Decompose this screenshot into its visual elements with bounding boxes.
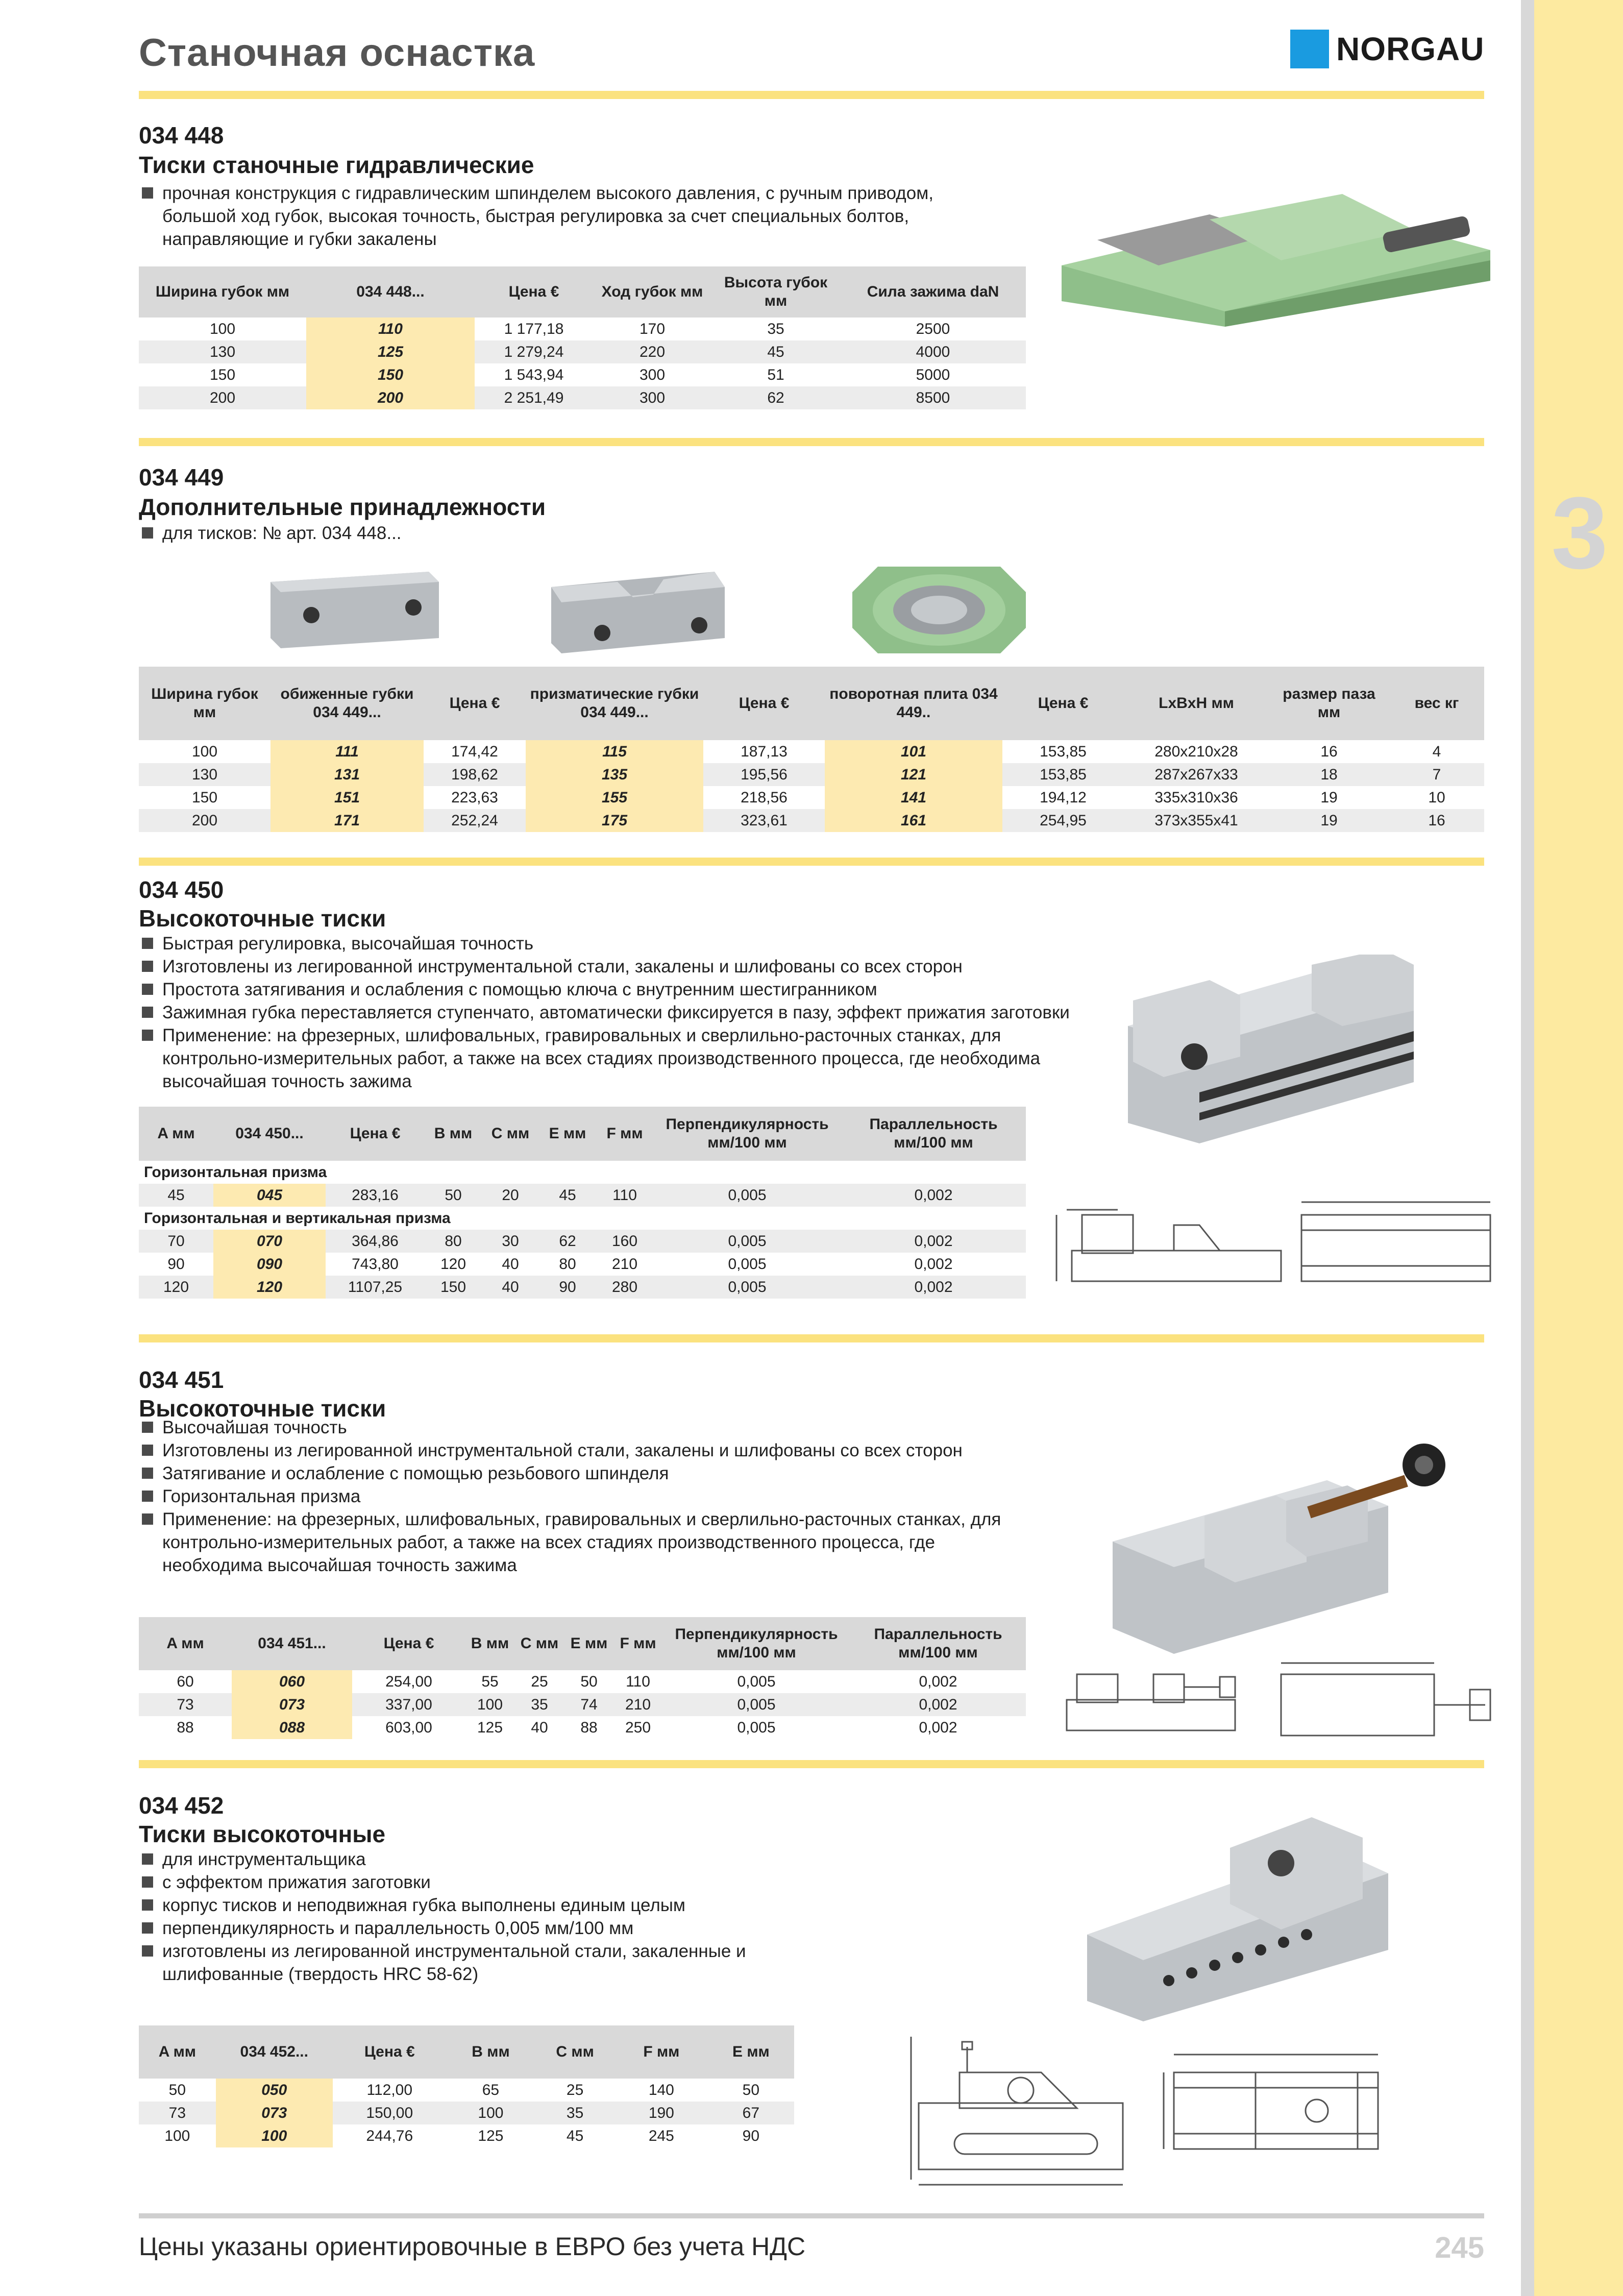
- divider: [139, 91, 1484, 99]
- article-code: 115: [526, 740, 703, 763]
- brand-name: NORGAU: [1336, 31, 1485, 67]
- table-cell: 120: [139, 1276, 213, 1299]
- table-cell: 218,56: [741, 789, 788, 806]
- table-row: [139, 2102, 794, 2124]
- table-row: [139, 386, 1026, 409]
- table-cell: 2500: [916, 321, 950, 337]
- table-cell: 0,002: [841, 1184, 1026, 1207]
- article-number: 034 451: [139, 1366, 224, 1393]
- table-cell: 35: [514, 1693, 564, 1716]
- table-row: [139, 763, 1484, 786]
- article-code: 101: [825, 740, 1002, 763]
- spec-table: [139, 1107, 1026, 1299]
- column-header: Цена €: [424, 667, 526, 740]
- table-row: [139, 340, 1026, 363]
- table-cell: 210: [613, 1693, 662, 1716]
- table-cell: 88: [580, 1719, 598, 1736]
- table-cell: 150,00: [333, 2102, 447, 2124]
- feature-item: Быстрая регулировка, высочайшая точность: [142, 932, 1101, 955]
- section-title: Дополнительные принадлежности: [139, 494, 546, 520]
- table-cell: 50: [425, 1184, 482, 1207]
- feature-item: Затягивание и ослабление с помощью резьбового шпинделя: [142, 1462, 1010, 1485]
- article-code: 088: [232, 1716, 352, 1739]
- table-cell: 170: [639, 321, 666, 337]
- table-cell: 73: [139, 2102, 216, 2124]
- table-cell: 40: [531, 1719, 548, 1736]
- table-cell: 74: [564, 1693, 613, 1716]
- column-header: F мм: [615, 2025, 708, 2079]
- table-cell: 100: [164, 2128, 190, 2144]
- table-cell: 50: [742, 2082, 760, 2098]
- table-row: [139, 2124, 794, 2147]
- column-header: F мм: [613, 1617, 662, 1670]
- table-cell: 223,63: [451, 789, 498, 806]
- table-cell: 10: [1428, 789, 1445, 806]
- divider: [139, 1760, 1484, 1768]
- table-cell: 90: [167, 1256, 185, 1273]
- table-cell: 45: [711, 340, 840, 363]
- table-row: [139, 363, 1026, 386]
- table-cell: 0,005: [653, 1276, 841, 1299]
- table-cell: 19: [1269, 809, 1389, 832]
- column-header: LxBxH мм: [1124, 667, 1269, 740]
- table-cell: 0,005: [737, 1719, 776, 1736]
- table-cell: 245: [648, 2128, 674, 2144]
- table-cell: 125: [478, 2128, 504, 2144]
- feature-item: Применение: на фрезерных, шлифовальных, гравировальных и сверлильно-расточных станках, для контрольно-измерительных работ, а также на всех стадиях производственного процесса, где необходима высочайшая точность зажима: [142, 1508, 1010, 1577]
- table-cell: 130: [139, 763, 270, 786]
- feature-item: изготовлены из легированной инструментальной стали, закаленные и шлифованные (твердость HRC 58-62): [142, 1940, 836, 1986]
- article-code: 200: [306, 386, 475, 409]
- article-code: 171: [270, 809, 424, 832]
- toolmaker-vise-photo: [1077, 1817, 1393, 2021]
- article-number: 034 449: [139, 464, 224, 491]
- table-cell: 80: [425, 1230, 482, 1253]
- column-header: Параллельность мм/100 мм: [841, 1107, 1026, 1161]
- column-header: A мм: [139, 2025, 216, 2079]
- table-cell: 160: [596, 1230, 653, 1253]
- table-cell: 364,86: [326, 1230, 425, 1253]
- article-number: 034 452: [139, 1792, 224, 1819]
- article-code: 120: [213, 1276, 326, 1299]
- table-row: [139, 1184, 1026, 1207]
- table-cell: 283,16: [326, 1184, 425, 1207]
- table-cell: 195,56: [703, 763, 825, 786]
- column-header: C мм: [514, 1617, 564, 1670]
- table-cell: 60: [177, 1673, 194, 1690]
- section-title: Высокоточные тиски: [139, 905, 386, 932]
- table-cell: 174,42: [451, 743, 498, 760]
- table-row: [139, 1693, 1026, 1716]
- feature-item: перпендикулярность и параллельность 0,005 мм/100 мм: [142, 1917, 836, 1940]
- dimension-drawing: [1046, 1659, 1495, 1746]
- column-header: поворотная плита 034 449..: [825, 667, 1002, 740]
- table-cell: 4: [1432, 743, 1441, 760]
- table-cell: 1 543,94: [504, 367, 564, 383]
- table-cell: 90: [539, 1276, 596, 1299]
- feature-item: корпус тисков и неподвижная губка выполнены единым целым: [142, 1894, 836, 1917]
- table-cell: 150: [191, 789, 218, 806]
- table-cell: 335x310x36: [1154, 789, 1238, 806]
- table-cell: 1 279,24: [475, 340, 593, 363]
- table-cell: 51: [767, 367, 784, 383]
- table-cell: 0,002: [919, 1719, 957, 1736]
- column-header: 034 448...: [306, 266, 475, 317]
- article-code: 141: [825, 786, 1002, 809]
- table-cell: 0,002: [919, 1673, 957, 1690]
- divider: [139, 438, 1484, 446]
- table-cell: 300: [593, 386, 711, 409]
- table-cell: 45: [566, 2128, 584, 2144]
- table-cell: 16: [1389, 809, 1484, 832]
- feature-item: прочная конструкция с гидравлическим шпинделем высокого давления, с ручным приводом, большой ход губок, высокая точность, быстрая регулировка за счет специальных болтов, направляющие и губки закалены: [142, 182, 989, 251]
- column-header: E мм: [539, 1107, 596, 1161]
- article-code: 161: [825, 809, 1002, 832]
- table-cell: 254,00: [385, 1673, 432, 1690]
- column-header: Цена €: [326, 1107, 425, 1161]
- table-cell: 198,62: [424, 763, 526, 786]
- table-cell: 323,61: [703, 809, 825, 832]
- column-header: C мм: [482, 1107, 539, 1161]
- article-code: 050: [216, 2079, 333, 2102]
- divider: [139, 858, 1484, 866]
- table-cell: Горизонтальная и вертикальная призма: [139, 1207, 1026, 1230]
- column-header: A мм: [139, 1617, 232, 1670]
- table-cell: 100: [447, 2102, 535, 2124]
- column-header: Высота губок мм: [711, 266, 840, 317]
- table-cell: 25: [531, 1673, 548, 1690]
- column-header: F мм: [596, 1107, 653, 1161]
- table-cell: 112,00: [366, 2082, 413, 2098]
- table-cell: 73: [139, 1693, 232, 1716]
- table-cell: Горизонтальная призма: [139, 1161, 1026, 1184]
- article-code: 100: [216, 2124, 333, 2147]
- feature-item: Зажимная губка переставляется ступенчато, автоматически фиксируется в пазу, эффект прижатия заготовки: [142, 1001, 1101, 1024]
- column-header: Перпендикулярность мм/100 мм: [653, 1107, 841, 1161]
- table-cell: 603,00: [385, 1719, 432, 1736]
- footer-divider: [139, 2213, 1484, 2218]
- precision-vise-photo: [1118, 955, 1424, 1149]
- article-code: 155: [526, 786, 703, 809]
- feature-list: [142, 522, 856, 545]
- column-header: Сила зажима daN: [840, 266, 1026, 317]
- column-header: Цена €: [352, 1617, 465, 1670]
- table-cell: 280x210x28: [1154, 743, 1238, 760]
- table-cell: 153,85: [1002, 763, 1124, 786]
- table-cell: 18: [1269, 763, 1389, 786]
- table-cell: 210: [611, 1256, 638, 1273]
- table-cell: 25: [566, 2082, 584, 2098]
- table-cell: 50: [168, 2082, 186, 2098]
- table-cell: 0,002: [841, 1276, 1026, 1299]
- table-row: [139, 1670, 1026, 1693]
- table-cell: 16: [1320, 743, 1338, 760]
- article-code: 073: [232, 1693, 352, 1716]
- section-title: Тиски станочные гидравлические: [139, 152, 534, 178]
- table-cell: 110: [596, 1184, 653, 1207]
- table-cell: 45: [539, 1184, 596, 1207]
- page-title: Станочная оснастка: [139, 31, 535, 75]
- table-cell: 8500: [840, 386, 1026, 409]
- table-row: [139, 786, 1484, 809]
- table-cell: 55: [481, 1673, 499, 1690]
- feature-list: [142, 182, 989, 251]
- table-cell: 88: [177, 1719, 194, 1736]
- table-cell: 30: [482, 1230, 539, 1253]
- section-title: Тиски высокоточные: [139, 1821, 386, 1847]
- feature-list: [142, 1416, 1010, 1577]
- precision-vise-spindle-photo: [1092, 1439, 1460, 1654]
- feature-item: для инструментальщика: [142, 1848, 836, 1871]
- article-code: 070: [213, 1230, 326, 1253]
- column-header: A мм: [139, 1107, 213, 1161]
- hydraulic-vise-photo: [1056, 163, 1495, 332]
- table-cell: 0,005: [653, 1230, 841, 1253]
- table-cell: 2 251,49: [475, 386, 593, 409]
- table-cell: 19: [1320, 789, 1338, 806]
- table-row: [139, 2079, 794, 2102]
- table-cell: 0,005: [728, 1256, 767, 1273]
- column-header: B мм: [465, 1617, 514, 1670]
- table-cell: 250: [625, 1719, 651, 1736]
- table-cell: 743,80: [352, 1256, 399, 1273]
- spec-table: [139, 1617, 1026, 1739]
- spec-table: [139, 266, 1026, 409]
- column-header: E мм: [564, 1617, 613, 1670]
- dimension-drawing: [1046, 1189, 1495, 1302]
- table-group-heading: [139, 1207, 1026, 1230]
- spec-table: [139, 2025, 794, 2147]
- article-code: 090: [213, 1253, 326, 1276]
- table-cell: 1107,25: [326, 1276, 425, 1299]
- table-cell: 280: [596, 1276, 653, 1299]
- feature-item: Изготовлены из легированной инструментальной стали, закалены и шлифованы со всех сторон: [142, 1439, 1010, 1462]
- article-code: 131: [270, 763, 424, 786]
- table-cell: 100: [209, 321, 236, 337]
- table-cell: 150: [425, 1276, 482, 1299]
- article-number: 034 448: [139, 122, 224, 149]
- table-cell: 0,005: [653, 1184, 841, 1207]
- article-code: 125: [306, 340, 475, 363]
- table-cell: 1 177,18: [504, 321, 564, 337]
- table-cell: 150: [209, 367, 236, 383]
- column-header: обиженные губки 034 449...: [270, 667, 424, 740]
- table-cell: 20: [482, 1184, 539, 1207]
- column-header: 034 451...: [232, 1617, 352, 1670]
- table-cell: 110: [626, 1673, 650, 1690]
- rotary-plate-photo: [847, 561, 1031, 658]
- table-cell: 125: [477, 1719, 503, 1736]
- article-code: 150: [306, 363, 475, 386]
- table-cell: 254,95: [1002, 809, 1124, 832]
- table-cell: 62: [711, 386, 840, 409]
- column-header: вес кг: [1389, 667, 1484, 740]
- page-number: 245: [1435, 2231, 1484, 2264]
- article-code: 110: [306, 317, 475, 340]
- table-cell: 0,005: [737, 1673, 776, 1690]
- table-cell: 287x267x33: [1124, 763, 1269, 786]
- column-header: Цена €: [475, 266, 593, 317]
- table-cell: 200: [139, 809, 270, 832]
- column-header: размер паза мм: [1269, 667, 1389, 740]
- feature-item: Высочайшая точность: [142, 1416, 1010, 1439]
- column-header: Параллельность мм/100 мм: [850, 1617, 1026, 1670]
- table-cell: 300: [639, 367, 666, 383]
- footer-note: Цены указаны ориентировочные в ЕВРО без учета НДС: [139, 2232, 806, 2261]
- article-code: 045: [213, 1184, 326, 1207]
- section-title: Высокоточные тиски: [139, 1395, 386, 1422]
- table-cell: 153,85: [1040, 743, 1087, 760]
- feature-item: Простота затягивания и ослабления с помощью ключа с внутренним шестигранником: [142, 978, 1101, 1001]
- feature-item: с эффектом прижатия заготовки: [142, 1871, 836, 1894]
- table-cell: 40: [482, 1276, 539, 1299]
- column-header: Ширина губок мм: [139, 667, 270, 740]
- column-header: Цена €: [333, 2025, 447, 2079]
- table-cell: 252,24: [424, 809, 526, 832]
- table-cell: 373x355x41: [1124, 809, 1269, 832]
- table-row: [139, 317, 1026, 340]
- feature-list: [142, 932, 1101, 1093]
- table-cell: 62: [539, 1230, 596, 1253]
- table-cell: 130: [139, 340, 306, 363]
- spec-table: [139, 667, 1484, 832]
- table-row: [139, 809, 1484, 832]
- column-header: Ход губок мм: [593, 266, 711, 317]
- table-cell: 100: [465, 1693, 514, 1716]
- table-cell: 200: [139, 386, 306, 409]
- table-cell: 187,13: [741, 743, 788, 760]
- feature-item: Применение: на фрезерных, шлифовальных, гравировальных и сверлильно-расточных станках, для контрольно-измерительных работ, а также на всех стадиях производственного процесса, где необходима высочайшая точность зажима: [142, 1024, 1081, 1093]
- feature-item: Горизонтальная призма: [142, 1485, 1010, 1508]
- table-cell: 4000: [840, 340, 1026, 363]
- feature-list: [142, 1848, 836, 1986]
- table-row: [139, 1276, 1026, 1299]
- table-row: [139, 1253, 1026, 1276]
- column-header: C мм: [535, 2025, 615, 2079]
- table-cell: 0,005: [662, 1693, 850, 1716]
- column-header: B мм: [425, 1107, 482, 1161]
- table-cell: 35: [767, 321, 784, 337]
- table-cell: 67: [708, 2102, 794, 2124]
- article-code: 135: [526, 763, 703, 786]
- table-cell: 50: [580, 1673, 598, 1690]
- table-cell: 194,12: [1040, 789, 1087, 806]
- side-margin-yellow: [1534, 0, 1623, 2296]
- dimension-drawing: [908, 2032, 1419, 2190]
- table-cell: 120: [440, 1256, 466, 1273]
- column-header: 034 452...: [216, 2025, 333, 2079]
- article-code: 121: [825, 763, 1002, 786]
- table-cell: 337,00: [352, 1693, 465, 1716]
- brand-logo: [1290, 29, 1484, 69]
- article-code: 111: [270, 740, 424, 763]
- divider: [139, 1334, 1484, 1342]
- table-cell: 40: [502, 1256, 519, 1273]
- table-cell: 140: [648, 2082, 674, 2098]
- article-code: 073: [216, 2102, 333, 2124]
- article-code: 060: [232, 1670, 352, 1693]
- article-code: 151: [270, 786, 424, 809]
- chapter-number: 3: [1551, 476, 1608, 590]
- column-header: 034 450...: [213, 1107, 326, 1161]
- table-row: [139, 1716, 1026, 1739]
- column-header: Перпендикулярность мм/100 мм: [662, 1617, 850, 1670]
- table-cell: 220: [593, 340, 711, 363]
- table-row: [139, 740, 1484, 763]
- feature-item: Изготовлены из легированной инструментальной стали, закалены и шлифованы со всех сторон: [142, 955, 1101, 978]
- column-header: E мм: [708, 2025, 794, 2079]
- column-header: Цена €: [1002, 667, 1124, 740]
- article-code: 175: [526, 809, 703, 832]
- table-cell: 5000: [916, 367, 950, 383]
- column-header: Ширина губок мм: [139, 266, 306, 317]
- table-row: [139, 1230, 1026, 1253]
- table-cell: 70: [139, 1230, 213, 1253]
- table-cell: 80: [559, 1256, 576, 1273]
- column-header: B мм: [447, 2025, 535, 2079]
- table-cell: 244,76: [366, 2128, 413, 2144]
- side-margin-gray: [1521, 0, 1534, 2296]
- table-cell: 0,002: [841, 1230, 1026, 1253]
- column-header: Цена €: [703, 667, 825, 740]
- article-number: 034 450: [139, 876, 224, 903]
- prismatic-jaws-photo: [546, 567, 730, 653]
- column-header: призматические губки 034 449...: [526, 667, 703, 740]
- table-cell: 100: [191, 743, 218, 760]
- lowered-jaws-photo: [265, 567, 444, 653]
- table-cell: 7: [1389, 763, 1484, 786]
- table-cell: 0,002: [914, 1256, 953, 1273]
- table-cell: 190: [615, 2102, 708, 2124]
- table-cell: 90: [742, 2128, 760, 2144]
- table-cell: 65: [482, 2082, 500, 2098]
- feature-item: для тисков: № арт. 034 448...: [142, 522, 856, 545]
- brand-logo-icon: [1290, 30, 1329, 68]
- table-group-heading: [139, 1161, 1026, 1184]
- table-cell: 45: [139, 1184, 213, 1207]
- table-cell: 35: [535, 2102, 615, 2124]
- table-cell: 0,002: [850, 1693, 1026, 1716]
